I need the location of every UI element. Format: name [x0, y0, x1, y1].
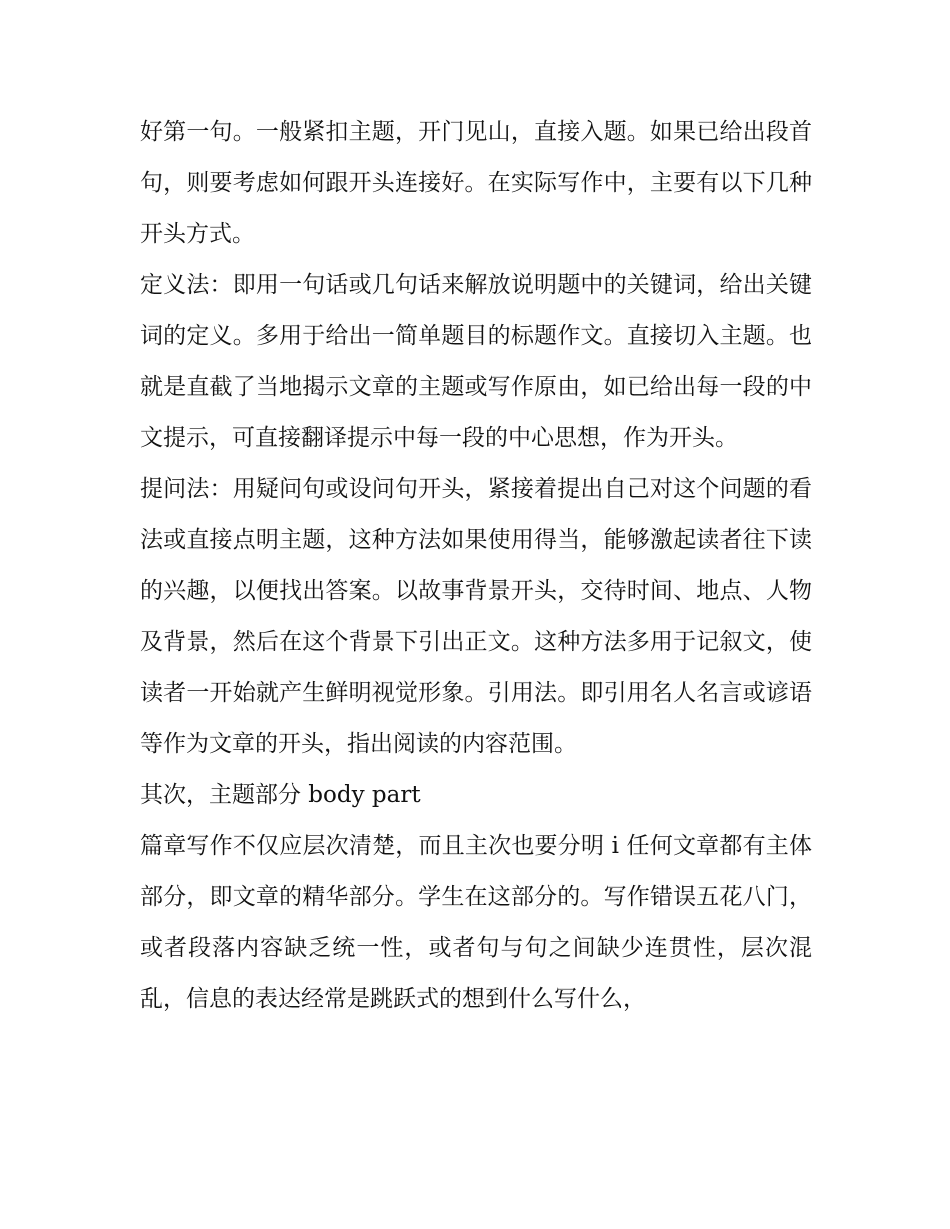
paragraph-opening-intro: 好第一句。一般紧扣主题，开门见山，直接入题。如果已给出段首句，则要考虑如何跟开头连接好。在实际写作中，主要有以下几种开头方式。 [140, 119, 812, 247]
section-heading-body-part: 其次，主题部分 body part [140, 782, 421, 808]
paragraph-definition-method: 定义法：即用一句话或几句话来解放说明题中的关键词，给出关键词的定义。多用于给出一简单题目的标题作文。直接切入主题。也就是直截了当地揭示文章的主题或写作原由，如已给出每一段的中文提示，可直接翻译提示中每一段的中心思想，作为开头。 [140, 272, 812, 451]
paragraph-body-part: 篇章写作不仅应层次清楚，而且主次也要分明 i 任何文章都有主体部分，即文章的精华部分。学生在这部分的。写作错误五花八门，或者段落内容缺乏统一性，或者句与句之间缺少连贯性，层次混乱，信息的表达经常是跳跃式的想到什么写什么， [140, 833, 812, 1012]
document-page [140, 107, 812, 1025]
paragraph-question-method: 提问法：用疑问句或设问句开头，紧接着提出自己对这个问题的看法或直接点明主题，这种方法如果使用得当，能够激起读者往下读的兴趣，以便找出答案。以故事背景开头，交待时间、地点、人物及背景，然后在这个背景下引出正文。这种方法多用于记叙文，使读者一开始就产生鲜明视觉形象。引用法。即引用名人名言或谚语等作为文章的开头，指出阅读的内容范围。 [140, 476, 812, 757]
